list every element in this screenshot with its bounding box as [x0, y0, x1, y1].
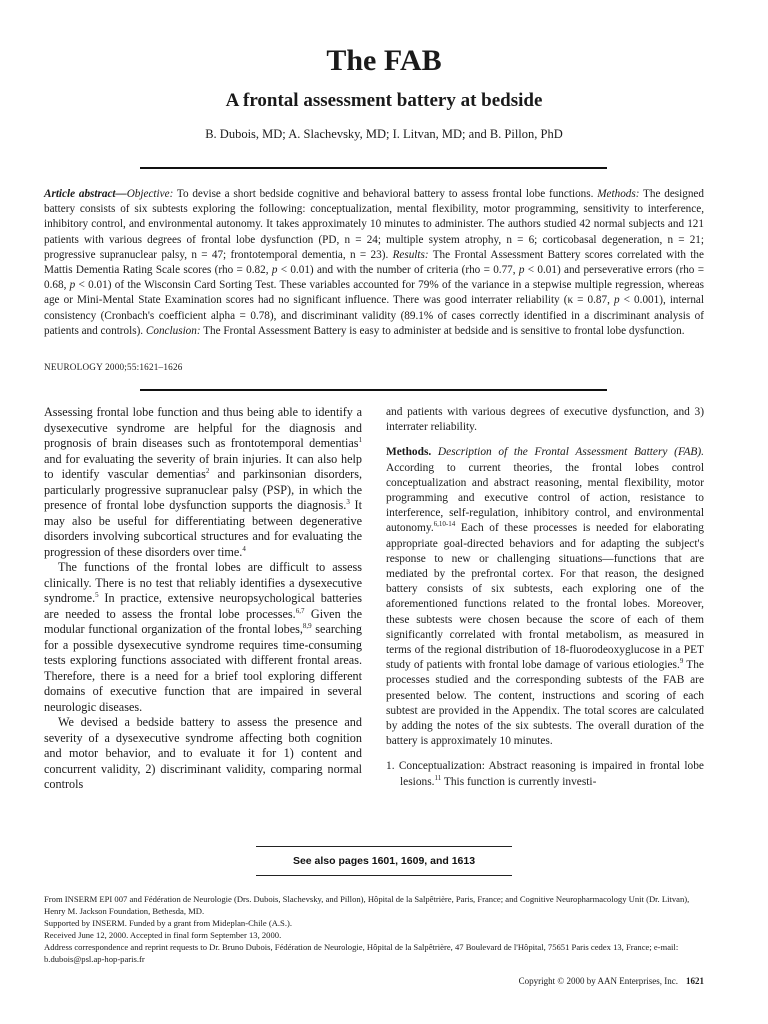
body-paragraph: [44, 405, 362, 560]
body-text: In practice, extensive neuropsychological batteries are needed to assess the frontal lobe processes.: [44, 591, 362, 621]
reference-marker[interactable]: 8,9: [302, 621, 312, 630]
copyright-text: Copyright © 2000 by AAN Enterprises, Inc.: [518, 976, 678, 986]
reference-marker[interactable]: 6,10-14: [433, 520, 456, 529]
page-number: 1621: [686, 976, 704, 986]
see-also-link[interactable]: See also pages 1601, 1609, and 1613: [292, 855, 476, 867]
body-text: Assessing frontal lobe function and thus being able to identify a dysexecutive syndrome are helpful for the diagnosis and prognosis of brain diseases such as frontotemporal dementias: [44, 405, 362, 450]
body-text: The processes studied and the corresponding subtests of the FAB are presented below. The content, instructions and scoring of each subtest are provided in the Appendix. The total scores are calculated by adding the notes of the six subtests. The overall duration of the battery is approximately 10 minutes.: [386, 659, 704, 748]
body-text: Each of these processes is needed for elaborating appropriate goal-directed behaviors and for adapting the subject's response to new or challenging situations—functions that are mediated by the prefrontal cortex. For that reason, the designed battery consists of six subtests, each exploring one of the aforementioned functions related to the frontal lobes. Moreover, these subtests were chosen because the score of each of them significantly correlated with frontal metabolism, as measured in terms of the regional distribution of 18-fluorodeoxyglucose in a PET study of patients with frontal lobe damage of various etiologies.: [386, 522, 704, 672]
body-text: It may also be useful for differentiating between degenerative disorders involving subcortical structures and for evaluating the progression of these disorders over time.: [44, 498, 363, 559]
reference-marker[interactable]: 9: [679, 657, 684, 666]
p-symbol: p: [69, 279, 76, 292]
correspondence-note: Address correspondence and reprint requests to Dr. Bruno Dubois, Fédération de Neurologie, Hôpital de la Salpêtrière, 47 Boulevard de l'Hôpital, 75651 Paris cedex 13, France; e-mail: b.dubois@psl.ap-hop-paris.fr: [44, 942, 679, 964]
methods-paragraph: [386, 445, 704, 749]
results-text: The Frontal Assessment Battery scores correlated with the Mattis Dementia Rating Scale scores (rho = 0.82,: [44, 248, 704, 277]
funding-note: Supported by INSERM. Funded by a grant from Mideplan-Chile (A.S.).: [44, 918, 292, 928]
reference-marker[interactable]: 1: [358, 435, 362, 444]
body-text: Given the modular functional organization of the frontal lobes,: [44, 606, 362, 636]
results-label: Results:: [392, 248, 429, 261]
p-symbol: p: [271, 264, 278, 277]
abstract: [44, 187, 704, 339]
body-paragraph: [44, 560, 362, 715]
results-text: < 0.01) of the Wisconsin Card Sorting Test. These variables accounted for 79% of the variance in a stepwise multiple regression, whereas age or Mini-Mental State Examination scores had no significant influence. There was good interrater reliability (κ = 0.87,: [44, 279, 705, 307]
body-column-right: [386, 405, 704, 790]
body-text: 1. Conceptualization: Abstract reasoning is impaired in frontal lobe lesions.: [386, 760, 704, 788]
abstract-label: Article abstract—: [44, 188, 127, 200]
body-text: This function is currently investi-: [441, 775, 597, 788]
author-list: B. Dubois, MD; A. Slachevsky, MD; I. Litvan, MD; and B. Pillon, PhD: [205, 127, 563, 141]
p-symbol: p: [614, 294, 620, 307]
results-text: < 0.01) and with the number of criteria (rho = 0.77,: [277, 264, 519, 277]
body-text: and for evaluating the severity of brain injuries. It can also help to identify vascular dementias: [44, 451, 362, 481]
reference-marker[interactable]: 5: [95, 590, 99, 599]
methods-subheading: Description of the Frontal Assessment Battery (FAB).: [431, 446, 704, 459]
conclusion-text: The Frontal Assessment Battery is easy to administer at bedside and is sensitive to frontal lobe dysfunction.: [200, 324, 685, 337]
article-subtitle: A frontal assessment battery at bedside: [225, 90, 543, 111]
body-paragraph: We devised a bedside battery to assess the presence and severity of a dysexecutive syndrome affecting both cognition and motor behavior, and to evaluate it for 1) content and concurrent validity, 2) discriminant validity, comparing normal controls: [44, 715, 362, 791]
journal-citation: NEUROLOGY 2000;55:1621–1626: [44, 362, 183, 372]
dates-note: Received June 12, 2000. Accepted in final form September 13, 2000.: [44, 930, 282, 940]
body-paragraph: and patients with various degrees of executive dysfunction, and 3) interrater reliability.: [386, 406, 704, 434]
see-also-box: [256, 846, 512, 876]
reference-marker[interactable]: 2: [205, 466, 210, 475]
results-text: < 0.01) and perseverative errors (rho = 0.68,: [44, 264, 705, 292]
list-item: [386, 759, 704, 789]
p-symbol: p: [518, 264, 525, 277]
results-text: < 0.001), internal consistency (Cronbach's coefficient alpha = 0.78), and discriminant validity (89.1% of cases correctly identified in a discriminant analysis of patients and controls).: [44, 294, 704, 337]
copyright-line: [519, 976, 704, 986]
methods-text: The designed battery consists of six subtests exploring the following: conceptualization, mental flexibility, motor programming, sensitivity to interference, inhibitory control, and environmental autonomy. It takes approximately 10 minutes to administer. The authors studied 42 normal subjects and 121 patients with various degrees of frontal lobe dysfunction (PD, n = 24; multiple system atrophy, n = 6; corticobasal degeneration, n = 21; progressive supranuclear palsy, n = 47; frontotemporal dementia, n = 23).: [44, 188, 704, 261]
article-title: The FAB: [326, 44, 442, 77]
body-column-left: [44, 405, 362, 793]
conclusion-label: Conclusion:: [145, 324, 201, 337]
reference-marker[interactable]: 4: [242, 544, 246, 553]
header-divider: [140, 167, 607, 169]
objective-label: Objective:: [126, 188, 174, 200]
abstract-divider: [140, 389, 607, 391]
body-text: The functions of the frontal lobes are difficult to assess clinically. There is no test that reliably identifies a dysexecutive syndrome.: [44, 560, 362, 605]
footnotes: [44, 893, 704, 965]
methods-label: Methods:: [597, 188, 640, 200]
reference-marker[interactable]: 11: [434, 773, 442, 782]
reference-marker[interactable]: 6,7: [295, 606, 305, 615]
affiliation-note: From INSERM EPI 007 and Fédération de Neurologie (Drs. Dubois, Slachevsky, and Pillon), Hôpital de la Salpêtrière, Paris, France; and Cognitive Neuropharmacology Unit (Dr. Litvan), Henry M. Jackson Foundation, Bethesda, MD.: [44, 894, 690, 916]
body-text: searching for a possible dysexecutive syndrome requires time-consuming tests exploring functions associated with different frontal areas. Therefore, there is a need for a brief tool exploring different domains of executive function that are impaired in several neurologic diseases.: [44, 622, 362, 714]
body-text: and parkinsonian disorders, particularly progressive supranuclear palsy (PSP), in which the presence of frontal lobe dysfunction supports the diagnosis.: [44, 467, 362, 512]
reference-marker[interactable]: 3: [346, 497, 350, 506]
objective-text: To devise a short bedside cognitive and behavioral battery to assess frontal lobe functions.: [173, 188, 598, 200]
methods-heading: Methods.: [386, 446, 432, 459]
body-text: According to current theories, the frontal lobes control conceptualization and abstract reasoning, mental flexibility, motor programming and executive control of action, resistance to interference, self-regulation, inhibitory control, and environmental autonomy.: [386, 461, 704, 535]
